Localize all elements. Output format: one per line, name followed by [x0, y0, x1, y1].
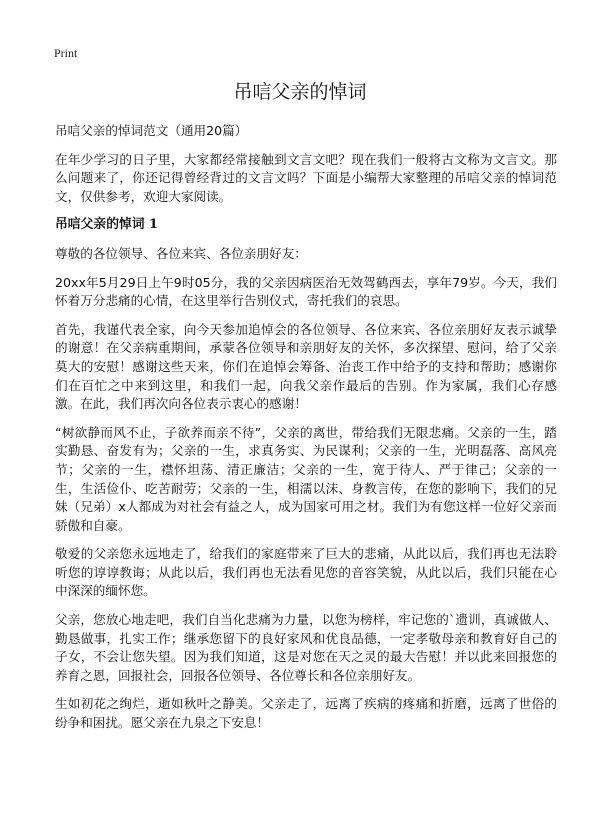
body-paragraph: 敬爱的父亲您永远地走了，给我们的家庭带来了巨大的悲痛，从此以后，我们再也无法聆听您的谆谆教诲；从此以后，我们再也无法看见您的音容笑貌，从此以后，我们只能在心中深深的缅怀您。 — [55, 546, 557, 599]
section-heading: 吊唁父亲的悼词 1 — [55, 217, 158, 233]
closing-paragraph: 生如初花之绚烂，逝如秋叶之静美。父亲走了，远离了疾病的疼痛和折磨，远离了世俗的纷争和困扰。愿父亲在九泉之下安息！ — [55, 696, 557, 731]
body-paragraph: 首先，我谨代表全家，向今天参加追悼会的各位领导、各位来宾、各位亲朋好友表示诚挚的谢意！在父亲病重期间，承蒙各位领导和亲朋好友的关怀，多次探望、慰问，给了父亲莫大的安慰！感谢这些天来，你们在追悼会筹备、治丧工作中给予的支持和帮助；感谢你们在百忙之中来到这里，和我们一起，向我父亲作最后的告别。作为家属，我们心存感激。在此，我们再次向各位表示衷心的感谢！ — [55, 321, 557, 412]
salutation-paragraph: 尊敬的各位领导、各位来宾、各位亲朋好友： — [55, 245, 307, 261]
body-paragraph: 20xx年5月29日上午9时05分，我的父亲因病医治无效驾鹤西去，享年79岁。今天，我们怀着万分悲痛的心情，在这里举行告别仪式，寄托我们的哀思。 — [55, 274, 557, 309]
body-paragraph: “树欲静而风不止，子欲养而亲不待”，父亲的离世，带给我们无限悲痛。父亲的一生，踏实勤恳、奋发有为；父亲的一生，求真务实、为民谋利；父亲的一生，光明磊落、高风亮节；父亲的一生，襟怀坦荡、清正廉洁；父亲的一生，宽于待人、严于律己；父亲的一生，生活俭仆、吃苦耐劳；父亲的一生，相濡以沫、身教言传，在您的影响下，我们的兄妹（兄弟）x人都成为对社会有益之人，成为国家可用之材。我们为有您这样一位好父亲而骄傲和自豪。 — [55, 424, 557, 533]
page-title: 吊唁父亲的悼词 — [233, 81, 367, 103]
document-subtitle: 吊唁父亲的悼词范文（通用20篇） — [55, 123, 248, 138]
document-body — [55, 122, 557, 743]
intro-paragraph: 在年少学习的日子里，大家都经常接触到文言文吧？现在我们一般将古文称为文言文。那么问题来了，你还记得曾经背过的文言文吗？下面是小编帮大家整理的吊唁父亲的悼词范文，仅供参考，欢迎大家阅读。 — [55, 151, 557, 204]
print-link[interactable]: Print — [54, 46, 78, 60]
body-paragraph: 父亲，您放心地走吧，我们自当化悲痛为力量，以您为榜样，牢记您的`遗训，真诚做人、勤恳做事，扎实工作；继承您留下的良好家风和优良品德，一定孝敬母亲和教育好自己的子女，不会让您失望。因为我们知道，这是对您在天之灵的最大告慰！并以此来回报您的养育之恩，回报社会，回报各位领导、各位尊长和各位亲朋好友。 — [55, 612, 557, 683]
